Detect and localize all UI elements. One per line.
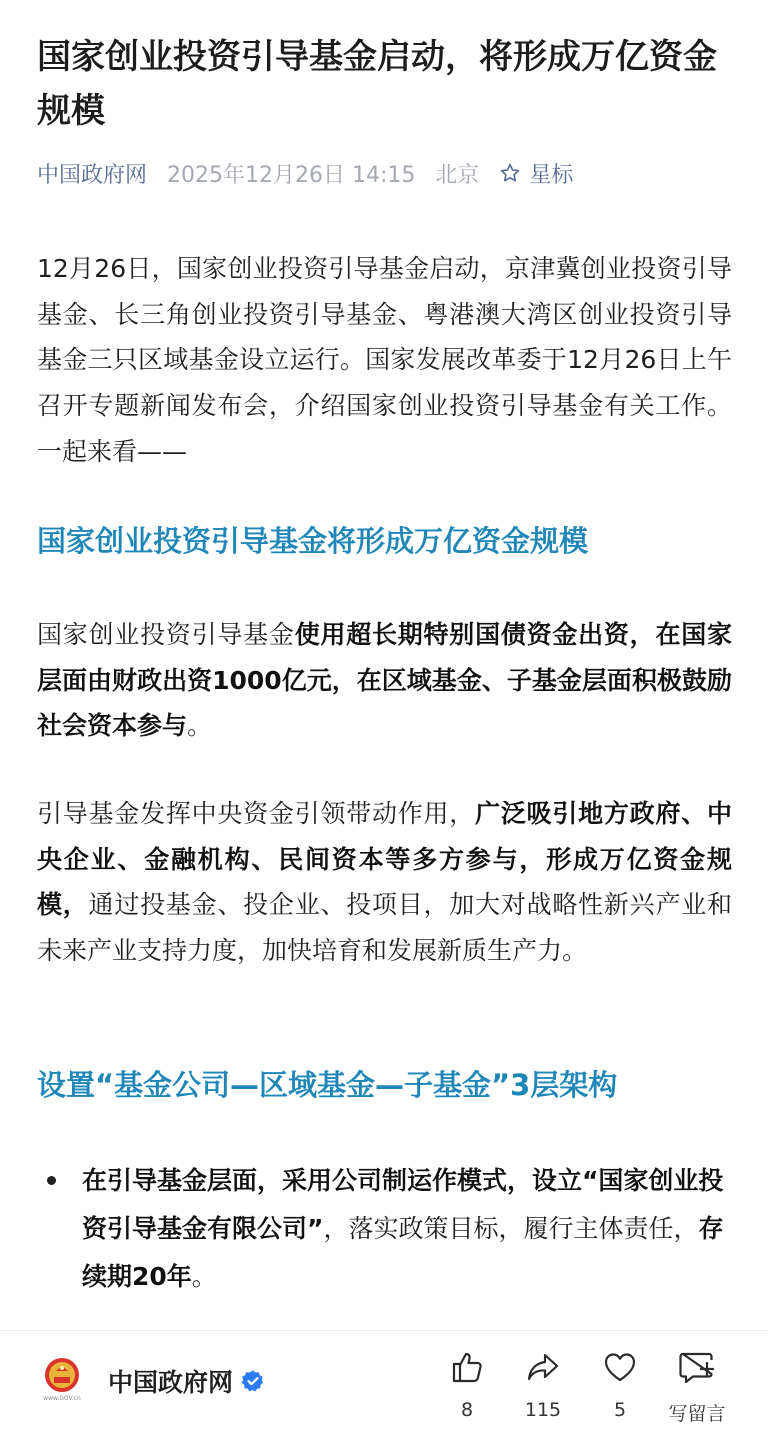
paragraph-guidance bbox=[37, 791, 732, 974]
text-run: 国家创业投资引导基金 bbox=[37, 620, 295, 649]
paragraph-funding bbox=[37, 612, 732, 749]
bullet-dot bbox=[47, 1176, 56, 1185]
text-run: 通过投基金、投企业、投项目，加大对战略性新兴产业和未来产业支持力度，加快培育和发展新质生产力。 bbox=[37, 890, 732, 966]
comment-button[interactable] bbox=[657, 1349, 737, 1426]
paragraph-intro: 12月26日，国家创业投资引导基金启动，京津冀创业投资引导基金、长三角创业投资引导基金、粤港澳大湾区创业投资引导基金三只区域基金设立运行。国家发展改革委于12月26日上午召开专题新闻发布会，介绍国家创业投资引导基金有关工作。一起来看—— bbox=[37, 254, 732, 466]
source-link[interactable]: 中国政府网 bbox=[37, 162, 148, 188]
share-arrow-icon bbox=[525, 1349, 561, 1385]
text-run: 引导基金发挥中央资金引领带动作用， bbox=[37, 799, 476, 828]
bold-run: 使用超长期特别国债资金出资，在国家层面由财政出资1000亿元，在区域基金、子基金层面积极鼓励社会资本参与 bbox=[37, 620, 732, 741]
share-count: 115 bbox=[524, 1399, 562, 1421]
bottom-bar bbox=[0, 1330, 768, 1431]
favorite-button[interactable] bbox=[580, 1349, 660, 1421]
article-meta bbox=[37, 153, 573, 193]
text-run: 。 bbox=[187, 711, 213, 741]
star-icon bbox=[499, 162, 521, 184]
account-avatar[interactable] bbox=[40, 1355, 84, 1407]
bold-run: 在引导基金层面，采用公司制运作模式，设立“国家创业投资引导基金有限公司” bbox=[82, 1166, 724, 1243]
bullet-text bbox=[82, 1157, 732, 1301]
thumbs-up-icon bbox=[449, 1349, 485, 1385]
publish-date: 2025年12月26日 14:15 bbox=[167, 162, 416, 188]
account-name-label: 中国政府网 bbox=[108, 1368, 234, 1397]
verified-badge-icon bbox=[241, 1369, 265, 1393]
text-run: 。 bbox=[191, 1262, 217, 1291]
article-title: 国家创业投资引导基金启动，将形成万亿资金规模 bbox=[37, 37, 717, 131]
account-name[interactable] bbox=[108, 1363, 265, 1399]
star-label: 星标 bbox=[529, 162, 574, 188]
section-heading-2: 设置“基金公司—区域基金—子基金”3层架构 bbox=[37, 1068, 618, 1102]
section-heading-1: 国家创业投资引导基金将形成万亿资金规模 bbox=[37, 524, 589, 558]
comment-label: 写留言 bbox=[668, 1403, 726, 1425]
text-run: ，落实政策目标，履行主体责任， bbox=[323, 1214, 699, 1243]
bold-run: 广泛吸引地方政府、中央企业、金融机构、民间资本等多方参与，形成万亿资金规模， bbox=[37, 799, 732, 920]
heart-icon bbox=[602, 1349, 638, 1385]
bold-run: 存续期20年 bbox=[82, 1214, 724, 1291]
star-button[interactable] bbox=[499, 158, 573, 189]
like-count: 8 bbox=[460, 1399, 474, 1421]
comment-icon bbox=[677, 1349, 717, 1385]
like-button[interactable] bbox=[427, 1349, 507, 1421]
logo-caption: www.GOV.cn bbox=[43, 1395, 81, 1402]
favorite-count: 5 bbox=[613, 1399, 627, 1421]
share-button[interactable] bbox=[503, 1349, 583, 1421]
location: 北京 bbox=[435, 162, 480, 188]
